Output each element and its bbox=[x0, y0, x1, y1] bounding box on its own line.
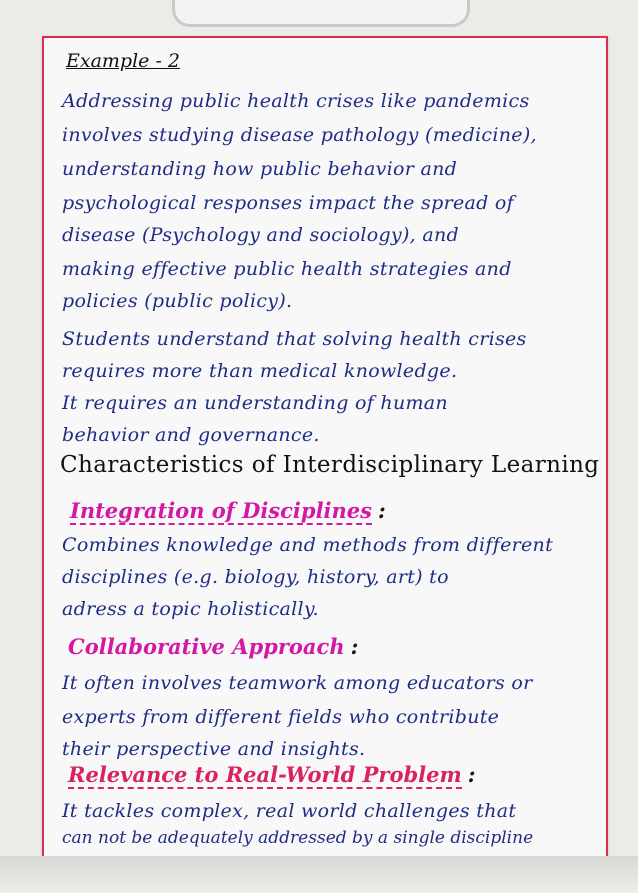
item-text-line: It tackles complex, real world challenges that bbox=[62, 800, 517, 822]
subheading-label: Integration of Disciplines bbox=[70, 498, 372, 523]
subheading-colon: : bbox=[378, 498, 386, 523]
example-text-line: policies (public policy). bbox=[62, 290, 293, 312]
item-text-line: It often involves teamwork among educators or bbox=[62, 672, 533, 694]
example-text-line: Addressing public health crises like pandemics bbox=[62, 90, 530, 112]
item-text-line: adress a topic holistically. bbox=[62, 598, 319, 620]
example-heading: Example - 2 bbox=[66, 50, 180, 72]
subheading-label: Collaborative Approach bbox=[68, 634, 345, 659]
example-text-line: understanding how public behavior and bbox=[62, 158, 458, 180]
item-text-line: disciplines (e.g. biology, history, art) to bbox=[62, 566, 449, 588]
example-text-line: behavior and governance. bbox=[62, 424, 320, 446]
subheading-integration bbox=[70, 498, 386, 523]
page-bottom-edge bbox=[0, 856, 638, 893]
subheading-relevance bbox=[68, 762, 475, 787]
example-text-line: psychological responses impact the spread of bbox=[62, 192, 514, 214]
clipboard-clip bbox=[172, 0, 470, 27]
item-text-line: can not be adequately addressed by a single discipline bbox=[62, 828, 534, 848]
subheading-colon: : bbox=[467, 762, 476, 787]
item-text-line: their perspective and insights. bbox=[62, 738, 366, 760]
example-text-line: Students understand that solving health crises bbox=[62, 328, 527, 350]
example-text-line: It requires an understanding of human bbox=[62, 392, 448, 414]
notebook-page bbox=[42, 36, 608, 858]
example-text-line: making effective public health strategies and bbox=[62, 258, 512, 280]
subheading-collaborative bbox=[68, 634, 358, 659]
example-text-line: involves studying disease pathology (medicine), bbox=[62, 124, 537, 146]
subheading-colon: : bbox=[350, 634, 359, 659]
item-text-line: Combines knowledge and methods from different bbox=[62, 534, 554, 556]
subheading-label: Relevance to Real-World Problem bbox=[68, 762, 462, 787]
example-text-line: disease (Psychology and sociology), and bbox=[62, 224, 459, 246]
item-text-line: experts from different fields who contribute bbox=[62, 706, 500, 728]
section-title: Characteristics of Interdisciplinary Learning bbox=[60, 452, 600, 478]
example-text-line: requires more than medical knowledge. bbox=[62, 360, 458, 382]
